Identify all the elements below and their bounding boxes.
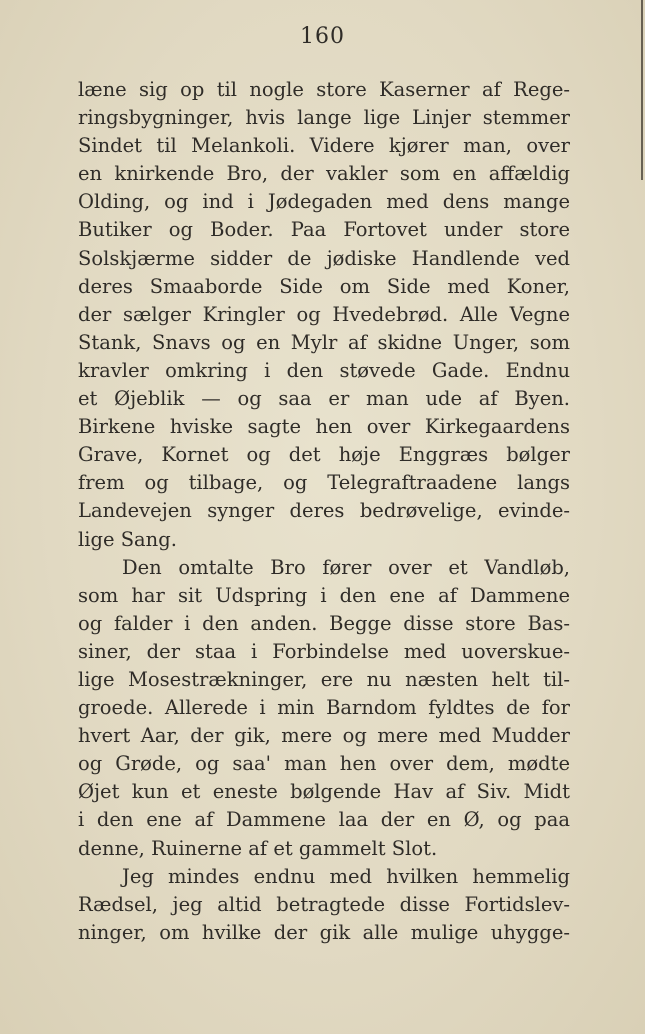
text-line: kravler omkring i den støvede Gade. Endnu (78, 358, 570, 382)
text-line: læne sig op til nogle store Kaserner af Rege- (78, 78, 570, 101)
text-line: lige Sang. (78, 527, 177, 551)
paragraph (78, 863, 570, 947)
text-line: som har sit Udspring i den ene af Dammene (78, 583, 570, 607)
text-line: i den ene af Dammene laa der en Ø, og paa (78, 808, 570, 832)
text-line: Sindet til Melankoli. Videre kjører man, over (78, 134, 570, 158)
text-line: frem og tilbage, og Telegraftraadene langs (78, 471, 570, 495)
text-line: ninger, om hvilke der gik alle mulige uhygge- (78, 920, 570, 944)
paragraph (78, 554, 570, 863)
text-line: Solskjærme sidder de jødiske Handlende ved (78, 246, 570, 270)
text-line: Birkene hviske sagte hen over Kirkegaardens (78, 415, 570, 439)
text-line: Olding, og ind i Jødegaden med dens mange (78, 190, 570, 214)
text-line: Øjet kun et eneste bølgende Hav af Siv. Midt (78, 780, 570, 804)
text-line: Landevejen synger deres bedrøvelige, evinde- (78, 499, 570, 523)
text-line: og Grøde, og saa' man hen over dem, mødte (78, 752, 570, 776)
text-line: Jeg mindes endnu med hvilken hemmelig (122, 864, 570, 888)
text-line: deres Smaaborde Side om Side med Koner, (78, 274, 570, 298)
text-line: lige Mosestrækninger, ere nu næsten helt til- (78, 667, 570, 691)
text-line: et Øjeblik — og saa er man ude af Byen. (78, 387, 570, 411)
text-line: hvert Aar, der gik, mere og mere med Mudder (78, 724, 570, 748)
text-line: Butiker og Boder. Paa Fortovet under store (78, 218, 570, 242)
text-line: Stank, Snavs og en Mylr af skidne Unger, som (78, 330, 570, 354)
text-line: og falder i den anden. Begge disse store Bas- (78, 611, 570, 635)
body-text (78, 76, 570, 947)
text-line: Rædsel, jeg altid betragtede disse Fortidslev- (78, 892, 570, 916)
text-line: en knirkende Bro, der vakler som en affældig (78, 162, 570, 186)
text-line: Den omtalte Bro fører over et Vandløb, (122, 555, 570, 579)
text-line: Grave, Kornet og det høje Enggræs bølger (78, 443, 570, 467)
text-line: denne, Ruinerne af et gammelt Slot. (78, 836, 438, 860)
page-number: 160 (300, 24, 345, 49)
text-line: siner, der staa i Forbindelse med uoverskue- (78, 639, 570, 663)
text-line: ringsbygninger, hvis lange lige Linjer stemmer (78, 106, 570, 130)
paragraph (78, 76, 570, 554)
text-line: groede. Allerede i min Barndom fyldtes de for (78, 696, 570, 720)
text-line: der sælger Kringler og Hvedebrød. Alle Vegne (78, 302, 570, 326)
